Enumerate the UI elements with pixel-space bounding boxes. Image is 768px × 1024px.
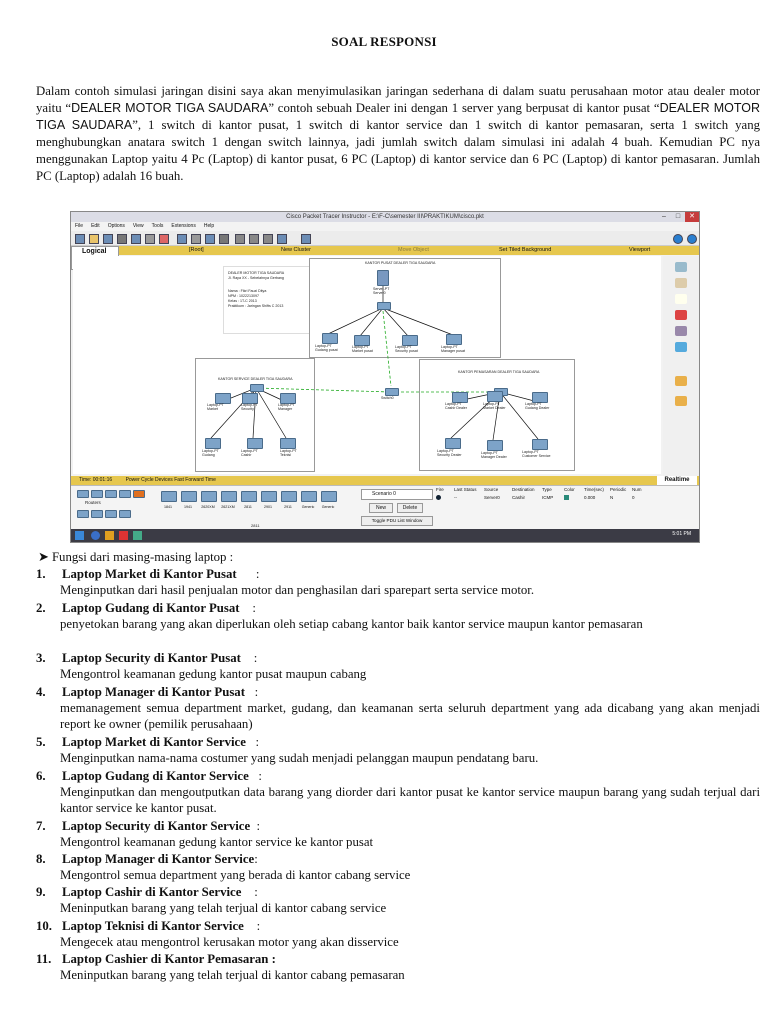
list-item-separator: : bbox=[241, 885, 258, 899]
list-item-description: Menginputkan dari hasil penjualan motor dan penghasilan dari sparepart serta service motor. bbox=[60, 583, 535, 597]
intro-part2: ” contoh sebuah Dealer ini dengan 1 server yang berpusat di kantor pusat “ bbox=[268, 101, 660, 115]
set-tiled-background-button[interactable]: Set Tiled Background bbox=[499, 247, 552, 253]
device-model-label: 2911 bbox=[284, 505, 292, 509]
note-line-5: Kelas : 1T-C 2013 bbox=[228, 299, 257, 303]
pdu-cell: ICMP bbox=[542, 495, 554, 500]
pdu-header-cell: Last Status bbox=[454, 487, 477, 492]
list-item-description: Mengontrol keamanan gedung kantor pusat maupun cabang bbox=[60, 667, 367, 681]
list-item-heading bbox=[36, 601, 760, 616]
note-line-1: DEALER MOTOR TIGA SAUDARA bbox=[228, 271, 285, 275]
intro-part1: Dalam contoh simulasi jaringan disini saya akan menyimulasikan jaringan sederhana di dalam suatu perusahaan motor atau dealer motor yaitu “ bbox=[36, 84, 760, 115]
pdu-cell: Cashir bbox=[512, 495, 526, 500]
laptop-label: Laptop-PT Gudang bbox=[202, 449, 219, 457]
list-item-heading bbox=[36, 852, 760, 867]
laptop-label: Laptop-PT Gudang pusat bbox=[315, 344, 338, 352]
realtime-mode[interactable]: Realtime bbox=[657, 476, 697, 485]
device-model-label: 1841 bbox=[164, 505, 172, 509]
list-item-separator: : bbox=[244, 685, 259, 699]
list-item-separator: : bbox=[250, 819, 261, 833]
pdu-header-row bbox=[436, 487, 696, 492]
toolbar-button-icon[interactable] bbox=[191, 234, 201, 244]
toolbar-button-icon[interactable] bbox=[145, 234, 155, 244]
list-item-heading bbox=[36, 685, 760, 700]
toolbar-button-icon[interactable] bbox=[301, 234, 311, 244]
list-item-separator: : bbox=[248, 769, 262, 783]
laptop-label: Laptop-PT Cashir Dealer bbox=[445, 402, 467, 410]
pdu-cell: N bbox=[610, 495, 614, 500]
toolbar-button-icon[interactable] bbox=[219, 234, 229, 244]
pdu-fire-icon bbox=[436, 495, 454, 501]
window-title: Cisco Packet Tracer Instructor - E:\F-C\semester III\PRAKTIKUM\cisco.pkt bbox=[286, 214, 484, 220]
help-icon[interactable] bbox=[673, 234, 683, 244]
router-icon bbox=[241, 491, 257, 502]
laptop-label: Laptop-PT Teknisi bbox=[280, 449, 297, 457]
end-device-icon[interactable] bbox=[77, 510, 89, 518]
list-item-description: Mengecek atau mengontrol kerusakan motor yang akan disservice bbox=[60, 935, 399, 949]
menu-item[interactable]: File bbox=[75, 223, 84, 229]
pdu-cell: -- bbox=[454, 495, 457, 500]
toolbar-button-icon[interactable] bbox=[89, 234, 99, 244]
toolbar bbox=[71, 231, 699, 246]
list-item-number: 5. bbox=[36, 735, 46, 749]
device-model-label: 2620XM bbox=[201, 505, 215, 509]
packet-tracer-task-icon[interactable] bbox=[133, 531, 142, 540]
taskbar-clock: 5:01 PM bbox=[672, 531, 691, 537]
pdu-header-cell: Fire bbox=[436, 487, 444, 492]
connection-category-icon[interactable] bbox=[133, 490, 145, 498]
delete-tool-icon[interactable] bbox=[675, 310, 687, 320]
router-icon bbox=[181, 491, 197, 502]
menu-item[interactable]: Edit bbox=[91, 223, 100, 229]
hub-category-icon[interactable] bbox=[105, 490, 117, 498]
toolbar-button-icon[interactable] bbox=[277, 234, 287, 244]
list-item bbox=[36, 852, 760, 883]
device-footer: 2811 bbox=[251, 523, 260, 528]
list-item-heading bbox=[36, 769, 760, 784]
intro-part3: ”, 1 switch di kantor pusat, 1 switch di kantor service dan 1 switch di kantor pemasaran, serta 1 switch yang menghubungkan anatara switch 1 dengan switch lainnya, jadi jumlah switch dalam simulasi ini adalah 4 buah. Kemudian PC nya menggunakan Laptop yaitu 4 Pc (Laptop) di kantor pusat, 6 PC (Laptop) di kantor service dan 6 PC (Laptop) di kantor pemasaran. Jumlah PC (Laptop) adalah 16 buah. bbox=[36, 118, 760, 183]
root-label[interactable]: [Root] bbox=[189, 247, 204, 253]
menu-item[interactable]: Tools bbox=[151, 223, 164, 229]
list-item-label: Laptop Market di Kantor Pusat bbox=[62, 567, 237, 581]
menu-item[interactable]: Extensions bbox=[171, 223, 196, 229]
wan-emulation-icon[interactable] bbox=[91, 510, 103, 518]
sim-time: Time: 00:01:16 bbox=[79, 477, 113, 483]
toolbar-button-icon[interactable] bbox=[159, 234, 169, 244]
list-item-label: Laptop Gudang di Kantor Pusat bbox=[62, 601, 240, 615]
help-icon[interactable] bbox=[687, 234, 697, 244]
toolbar-button-icon[interactable] bbox=[205, 234, 215, 244]
list-item bbox=[36, 769, 760, 816]
toggle-pdu-list-button[interactable]: Toggle PDU List Window bbox=[361, 516, 433, 526]
list-item-separator: : bbox=[239, 601, 256, 615]
pdu-header-cell: Source bbox=[484, 487, 499, 492]
device-model-item[interactable] bbox=[159, 489, 177, 509]
server-icon[interactable] bbox=[377, 270, 389, 286]
laptop-cashir-service-icon[interactable] bbox=[247, 438, 263, 449]
list-item-label: Laptop Manager di Kantor Pusat bbox=[62, 685, 245, 699]
note-line-4: NPM : 1022213097 bbox=[228, 294, 259, 298]
laptop-label: Laptop-PT Manager pusat bbox=[441, 345, 465, 353]
list-item-description: memanagement semua department market, gudang, dan keamanan serta seluruh department yang ada dicabang yang akan menjadi report ke owner (pemilik perusahaan) bbox=[60, 701, 760, 731]
laptop-label: Laptop-PT Customer Service bbox=[522, 450, 551, 458]
pdu-list bbox=[436, 487, 696, 527]
note-line-6: Praktikum : Jaringan Shifts C 2013 bbox=[228, 304, 284, 308]
list-item-separator: : bbox=[245, 735, 260, 749]
right-tool-sidebar bbox=[663, 256, 699, 476]
list-item bbox=[36, 651, 760, 682]
device-model-label: 2621XM bbox=[221, 505, 235, 509]
fungsi-title: Fungsi dari masing-masing laptop : bbox=[51, 550, 234, 564]
router-category-icon[interactable] bbox=[77, 490, 89, 498]
list-item-heading bbox=[36, 651, 760, 666]
inspect-tool-icon[interactable] bbox=[675, 326, 687, 336]
device-categories[interactable] bbox=[77, 490, 157, 518]
switch-category-icon[interactable] bbox=[91, 490, 103, 498]
laptop-label: Laptop-PT Security bbox=[241, 403, 258, 411]
add-pdu-icon[interactable] bbox=[675, 376, 687, 386]
explorer-icon[interactable] bbox=[105, 531, 114, 540]
list-item-number: 6. bbox=[36, 769, 46, 783]
list-item-number: 10. bbox=[36, 919, 52, 933]
network-links bbox=[73, 256, 661, 474]
toolbar-button-icon[interactable] bbox=[177, 234, 187, 244]
add-complex-pdu-icon[interactable] bbox=[675, 396, 687, 406]
menu-item[interactable]: Help bbox=[203, 223, 215, 229]
menu-item[interactable]: Options bbox=[107, 223, 125, 229]
toolbar-button-icon[interactable] bbox=[103, 234, 113, 244]
list-item-number: 3. bbox=[36, 651, 46, 665]
list-item-number: 2. bbox=[36, 601, 46, 615]
toolbar-button-icon[interactable] bbox=[263, 234, 273, 244]
pdu-color-swatch bbox=[564, 495, 584, 501]
media-icon[interactable] bbox=[119, 531, 128, 540]
pdu-header-cell: Periodic bbox=[610, 487, 627, 492]
laptop-label: Laptop-PT Manager bbox=[278, 403, 295, 411]
pdu-cell: 0.000 bbox=[584, 495, 596, 500]
pdu-header-cell: Time(sec) bbox=[584, 487, 604, 492]
delete-scenario-button[interactable]: Delete bbox=[397, 503, 423, 513]
packet-tracer-screenshot bbox=[70, 211, 700, 543]
new-scenario-button[interactable]: New bbox=[369, 503, 393, 513]
list-item-number: 1. bbox=[36, 567, 46, 581]
pdu-cell: 0 bbox=[632, 495, 635, 500]
custom-device-icon[interactable] bbox=[105, 510, 117, 518]
pdu-header-cell: Destination bbox=[512, 487, 535, 492]
device-model-item[interactable] bbox=[239, 489, 257, 509]
toolbar-button-icon[interactable] bbox=[249, 234, 259, 244]
note-tool-icon[interactable] bbox=[675, 294, 687, 304]
box-pusat-title: KANTOR PUSAT DEALER TIGA SAUDARA bbox=[365, 261, 436, 265]
laptop-label: Laptop-PT Market pusat bbox=[352, 345, 373, 353]
list-item-description: Meninputkan barang yang telah terjual di kantor cabang service bbox=[60, 901, 387, 915]
toolbar-button-icon[interactable] bbox=[131, 234, 141, 244]
router-icon bbox=[221, 491, 237, 502]
pdu-header-cell: Color bbox=[564, 487, 575, 492]
arrow-bullet-icon: ➤ bbox=[38, 550, 49, 564]
list-item bbox=[36, 819, 760, 850]
switch-pusat-icon[interactable] bbox=[377, 302, 391, 310]
device-model-label: 1941 bbox=[184, 505, 192, 509]
list-item bbox=[36, 601, 760, 632]
laptop-manager-pusat-icon[interactable] bbox=[446, 334, 462, 345]
device-panel bbox=[71, 485, 699, 530]
box-service-title: KANTOR SERVICE DEALER TIGA SAUDARA bbox=[218, 377, 293, 381]
list-item-number: 11. bbox=[36, 952, 52, 966]
switch-main-label: Switch0 bbox=[381, 396, 394, 400]
routers-label: Routers bbox=[85, 500, 101, 505]
list-item bbox=[36, 735, 760, 766]
logical-label: Logical bbox=[82, 248, 107, 255]
pdu-header-cell: Type bbox=[542, 487, 552, 492]
device-model-item[interactable] bbox=[319, 489, 337, 509]
server-label: Server-PT Server0 bbox=[373, 287, 390, 295]
router-icon bbox=[161, 491, 177, 502]
list-item-heading bbox=[36, 819, 760, 834]
close-icon[interactable]: ✕ bbox=[685, 212, 699, 222]
list-item-heading bbox=[36, 567, 760, 582]
list-item-label: Laptop Gudang di Kantor Service bbox=[62, 769, 249, 783]
windows-taskbar bbox=[71, 529, 699, 542]
device-model-label: 2901 bbox=[264, 505, 272, 509]
scenario-select[interactable]: Scenario 0 bbox=[361, 489, 433, 500]
laptop-manager-dealer-icon[interactable] bbox=[487, 440, 503, 451]
network-canvas[interactable] bbox=[73, 256, 661, 474]
router-icon bbox=[261, 491, 277, 502]
laptop-label: Laptop-PT Market bbox=[207, 403, 224, 411]
note-line-2: Jl. Raya XX - Sebelahnya Gerbang bbox=[228, 276, 284, 280]
device-model-item[interactable] bbox=[219, 489, 237, 509]
list-item-separator: : bbox=[240, 651, 258, 665]
laptop-teknisi-service-icon[interactable] bbox=[280, 438, 296, 449]
list-item-description: Mengontrol semua department yang berada di kantor cabang service bbox=[60, 868, 411, 882]
move-object-button[interactable]: Move Object bbox=[398, 247, 429, 253]
wireless-category-icon[interactable] bbox=[119, 490, 131, 498]
device-model-label: Generic bbox=[301, 505, 315, 509]
switch-main-icon[interactable] bbox=[385, 388, 399, 396]
note-line-3: Nama : Fikri Fauzi Ditya bbox=[228, 289, 267, 293]
device-model-list bbox=[159, 489, 349, 523]
pdu-row[interactable] bbox=[436, 495, 696, 501]
laptop-gudang-pusat-icon[interactable] bbox=[322, 333, 338, 344]
device-model-label: Generic bbox=[321, 505, 335, 509]
fungsi-heading bbox=[38, 550, 233, 565]
box-pemasaran-title: KANTOR PEMASARAN DEALER TIGA SAUDARA bbox=[458, 370, 540, 374]
workspace-bar bbox=[71, 246, 699, 255]
list-item-number: 9. bbox=[36, 885, 46, 899]
list-item bbox=[36, 952, 760, 983]
list-item bbox=[36, 919, 760, 950]
intro-paragraph bbox=[36, 83, 760, 185]
laptop-label: Laptop-PT Manager Dealer bbox=[481, 451, 507, 459]
multiuser-icon[interactable] bbox=[119, 510, 131, 518]
laptop-label: Laptop-PT Security Dealer bbox=[437, 449, 462, 457]
switch-service-icon[interactable] bbox=[250, 384, 264, 392]
laptop-label: Laptop-PT Gudang Dealer bbox=[525, 402, 550, 410]
list-item-label: Laptop Security di Kantor Pusat bbox=[62, 651, 241, 665]
device-model-item[interactable] bbox=[299, 489, 317, 509]
router-icon bbox=[281, 491, 297, 502]
viewport-button[interactable]: Viewport bbox=[629, 247, 651, 253]
device-model-label: 2811 bbox=[244, 505, 252, 509]
laptop-customer-service-icon[interactable] bbox=[532, 439, 548, 450]
dealer-name-2: DEALER MOTOR TIGA SAUDARA bbox=[36, 101, 761, 132]
window-titlebar bbox=[71, 212, 699, 222]
select-tool-icon[interactable] bbox=[675, 262, 687, 272]
status-bar bbox=[71, 476, 699, 485]
router-icon bbox=[321, 491, 337, 502]
list-item-heading bbox=[36, 885, 760, 900]
scenario-panel bbox=[361, 489, 433, 527]
list-item-label: Laptop Teknisi di Kantor Service bbox=[62, 919, 244, 933]
new-cluster-button[interactable]: New Cluster bbox=[281, 247, 311, 253]
list-item-heading bbox=[36, 952, 760, 967]
list-item-number: 8. bbox=[36, 852, 46, 866]
minimize-icon[interactable]: – bbox=[662, 213, 666, 220]
list-item bbox=[36, 885, 760, 916]
list-item-label: Laptop Cashir di Kantor Service bbox=[62, 885, 242, 899]
laptop-market-dealer-icon[interactable] bbox=[487, 391, 503, 402]
page-title: SOAL RESPONSI bbox=[331, 34, 437, 49]
toolbar-button-icon[interactable] bbox=[75, 234, 85, 244]
device-model-item[interactable] bbox=[199, 489, 217, 509]
toolbar-button-icon[interactable] bbox=[117, 234, 127, 244]
list-item-label: Laptop Cashier di Kantor Pemasaran : bbox=[62, 952, 276, 966]
list-item-label: Laptop Security di Kantor Service bbox=[62, 819, 251, 833]
list-item-description: Meninputkan barang yang telah terjual di kantor cabang pemasaran bbox=[60, 968, 405, 982]
list-item-separator: : bbox=[254, 852, 258, 866]
list-item-description: Menginputkan nama-nama costumer yang sudah menjadi pelanggan maupun pendatang baru. bbox=[60, 751, 539, 765]
router-icon bbox=[301, 491, 317, 502]
router-icon bbox=[201, 491, 217, 502]
list-item bbox=[36, 567, 760, 598]
list-item-description: Menginputkan dan mengoutputkan data barang yang diorder dari kantor pusat ke kantor service maupun barang yang sudah terjual dari kantor service ke kantor pusat. bbox=[60, 785, 760, 815]
hand-tool-icon[interactable] bbox=[675, 278, 687, 288]
menu-item[interactable]: View bbox=[132, 223, 144, 229]
dealer-name-1: DEALER MOTOR TIGA SAUDARA bbox=[71, 101, 269, 115]
browser-icon[interactable] bbox=[91, 531, 100, 540]
laptop-gudang-service-icon[interactable] bbox=[205, 438, 221, 449]
device-model-item[interactable] bbox=[259, 489, 277, 509]
list-item bbox=[36, 685, 760, 732]
maximize-icon[interactable]: □ bbox=[675, 213, 681, 220]
list-item-number: 7. bbox=[36, 819, 46, 833]
list-item-label: Laptop Manager di Kantor Service bbox=[62, 852, 255, 866]
start-icon[interactable] bbox=[75, 531, 84, 540]
toolbar-button-icon[interactable] bbox=[235, 234, 245, 244]
pdu-header-cell: Num bbox=[632, 487, 642, 492]
laptop-label: Laptop-PT Cashir bbox=[241, 449, 258, 457]
list-item-heading bbox=[36, 919, 760, 934]
list-item-description: Mengontrol keamanan gedung kantor service ke kantor pusat bbox=[60, 835, 374, 849]
list-item-separator: : bbox=[236, 567, 260, 581]
pdu-cell: Server0 bbox=[484, 495, 500, 500]
laptop-label: Laptop-PT Market Dealer bbox=[483, 402, 506, 410]
list-item-separator: : bbox=[243, 919, 261, 933]
list-item-heading bbox=[36, 735, 760, 750]
list-item-number: 4. bbox=[36, 685, 46, 699]
device-model-item[interactable] bbox=[279, 489, 297, 509]
status-actions[interactable]: Power Cycle Devices Fast Forward Time bbox=[125, 477, 216, 483]
device-model-item[interactable] bbox=[179, 489, 197, 509]
list-item-description: penyetokan barang yang akan diperlukan oleh setiap cabang kantor baik kantor service maupun kantor pemasaran bbox=[60, 617, 643, 631]
menu-bar bbox=[71, 222, 699, 231]
draw-tool-icon[interactable] bbox=[675, 342, 687, 352]
laptop-security-dealer-icon[interactable] bbox=[445, 438, 461, 449]
list-item-label: Laptop Market di Kantor Service bbox=[62, 735, 246, 749]
laptop-label: Laptop-PT Security pusat bbox=[395, 345, 418, 353]
